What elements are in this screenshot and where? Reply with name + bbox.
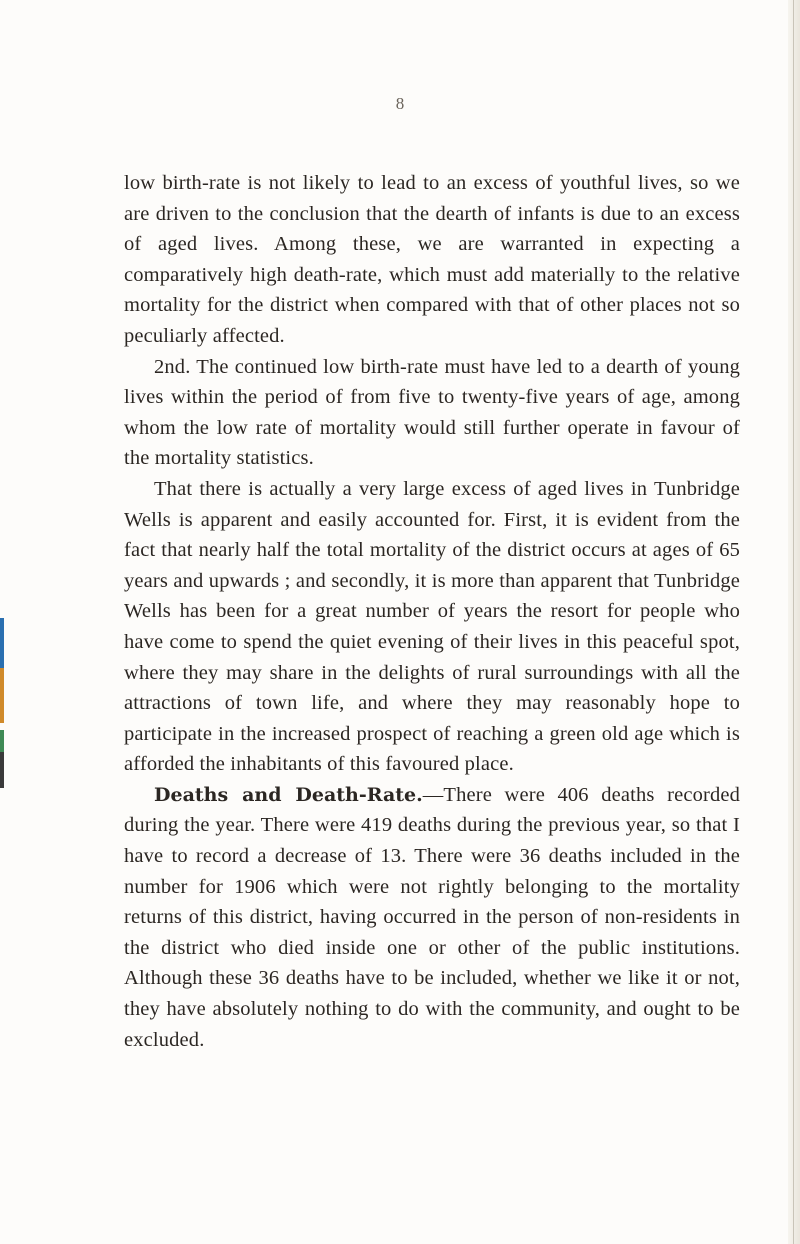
- paragraph-4-body: —There were 406 deaths recorded during the year. There were 419 deaths during the previous year, so that I have to record a decrease of 13. There were 36 deaths included in the number for 1906 which were not rightly belonging to the mortality returns of this district, having occurred in the person of non-residents in the district who died inside one or other of the public institutions. Although these 36 deaths have to be included, whether we like it or not, they have absolutely nothing to do with the community, and ought to be excluded.: [124, 783, 740, 1051]
- edge-color-strip-dark: [0, 752, 4, 788]
- page-right-edge-line: [793, 0, 794, 1244]
- edge-color-strip-orange: [0, 668, 4, 723]
- edge-color-strip-blue: [0, 618, 4, 668]
- paragraph-3: That there is actually a very large excess of aged lives in Tunbridge Wells is apparent and easily accounted for. First, it is evident from the fact that nearly half the total mortality of the district occurs at ages of 65 years and upwards ; and secondly, it is more than apparent that Tunbridge Wells has been for a great number of years the resort for people who have come to spend the quiet evening of their lives in this peaceful spot, where they may share in the delights of rural surroundings with all the attractions of town life, and where they may reasonably hope to participate in the increased prospect of reaching a green old age which is afforded the inhabitants of this favoured place.: [124, 477, 740, 776]
- paragraph-1: low birth-rate is not likely to lead to an excess of youthful lives, so we are driven to the conclusion that the dearth of infants is due to an excess of aged lives. Among these, we are warranted in expecting a comparatively high death-rate, which must add materially to the relative mortality for the district when compared with that of other places not so peculiarly affected.: [124, 172, 740, 347]
- page-number: 8: [395, 94, 405, 113]
- section-heading-deaths: Deaths and Death-Rate.: [154, 783, 423, 806]
- edge-color-strip-green: [0, 730, 4, 752]
- body-text: [124, 168, 740, 1055]
- paragraph-2: 2nd. The continued low birth-rate must have led to a dearth of young lives within the period of from five to twenty-five years of age, among whom the low rate of mortality would still further operate in favour of the mortality statistics.: [124, 355, 740, 470]
- page-right-edge: [788, 0, 800, 1244]
- paragraph-4: [124, 780, 740, 1055]
